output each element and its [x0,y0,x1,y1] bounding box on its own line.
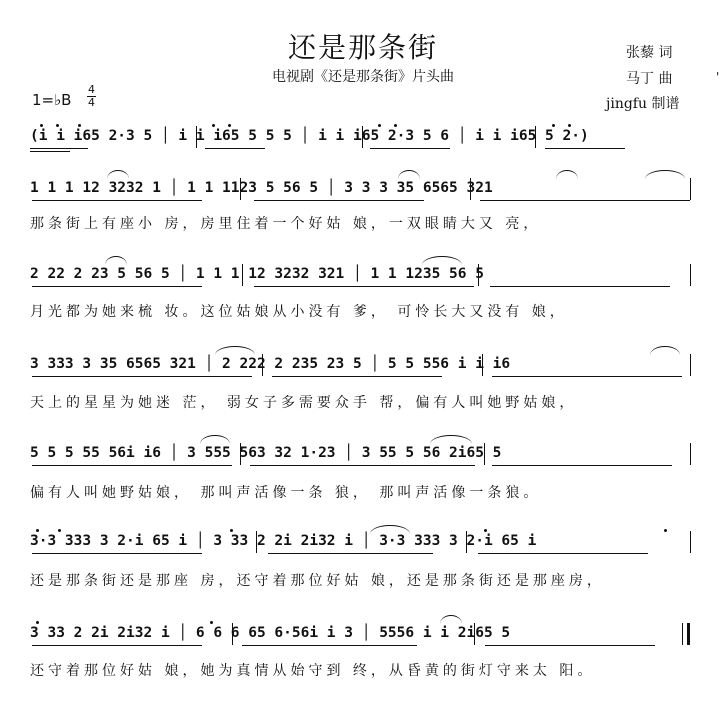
beam-mark [254,286,474,287]
beam-mark [480,200,690,201]
song-subtitle: 电视剧《还是那条街》片头曲 [272,69,454,85]
beam-mark [268,553,433,554]
key-signature: 1=♭B [32,91,72,109]
barline [690,354,691,376]
notation-line-5: 5 5 5 55 56i i6 │ 3 555 563 32 1·23 │ 3 55 5 56 2i65 5 [30,445,502,461]
song-title: 还是那条街 [287,31,438,64]
barline [240,178,241,200]
beam-mark [205,148,265,149]
slur-mark [556,170,578,179]
barline [535,126,536,148]
lyric-line-4: 天上的星星为她迷 茫， 弱女子多需要众手 帮，偏有人叫她野姑娘， [30,395,578,411]
notation-line-4: 3 333 3 35 6565 321 │ 2 222 2 235 23 5 │ 5 5 556 i i i6 [30,356,511,372]
beam-mark [32,553,202,554]
barline [242,264,243,286]
barline [362,126,363,148]
barline [690,264,691,286]
octave-dot [36,621,39,624]
barline [474,623,475,645]
beam-mark [485,645,655,646]
beam-mark [545,148,625,149]
octave-dot [36,529,39,532]
lyric-line-6: 还是那条街还是那座 房，还守着那位好姑 娘，还是那条街还是那座房， [30,573,605,589]
octave-dot [212,124,215,127]
octave-dot [664,529,667,532]
beam-mark [30,151,70,152]
notation-line-6: 3·3 333 3 2·i 65 i │ 3 33 2 2i 2i32 i │ 3·3 333 3 2·i 65 i [30,533,537,549]
beam-mark [478,553,648,554]
notation-line-3: 2 22 2 23 5 56 5 │ 1 1 1 12 3232 321 │ 1 1 1235 56 5 [30,266,484,282]
maker-credit: jingfu 制谱 [606,96,680,112]
barline [196,126,197,148]
octave-dot [378,124,381,127]
slur-mark [200,435,230,444]
octave-dot [210,621,213,624]
beam-mark [492,376,682,377]
barline [690,531,691,553]
barline [240,443,241,465]
lyricist-credit: 张藜 词 [626,45,673,61]
beam-mark [32,286,202,287]
barline [484,443,485,465]
octave-dot [58,529,61,532]
slur-mark [107,170,129,179]
slur-mark [422,256,462,265]
composer-credit: 马丁 曲 [626,71,673,87]
time-numerator: 4 [88,83,95,96]
barline [466,531,467,553]
edge-mark: ' [716,70,720,84]
beam-mark [492,465,672,466]
slur-mark [215,346,255,355]
lyric-line-2: 那条街上有座小 房，房里住着一个好姑 娘，一双眼睛大又 亮， [30,216,542,232]
barline [232,623,233,645]
octave-dot [394,124,397,127]
lyric-line-7: 还守着那位好姑 娘，她为真情从始守到 终，从昏黄的街灯守来太 阳。 [30,663,596,679]
octave-dot [568,124,571,127]
notation-line-2: 1 1 1 12 3232 1 │ 1 1 1123 5 56 5 │ 3 3 3 35 6565 321 [30,180,493,196]
final-barline [682,623,690,645]
barline [478,264,479,286]
slur-mark [105,256,127,265]
barline [690,178,691,200]
beam-mark [32,376,252,377]
beam-mark [32,465,232,466]
beam-mark [490,286,670,287]
time-denominator: 4 [88,96,95,109]
notation-line-7: 3 33 2 2i 2i32 i │ 6 6 6 65 6·56i i 3 │ 5556 i i 2i65 5 [30,625,511,641]
slur-mark [398,170,420,179]
notation-line-1: (i i i65 2·3 5 │ i i i65 5 5 5 │ i i i65 2·3 5 6 │ i i i65 5 2·) [30,128,589,144]
beam-mark [242,645,417,646]
time-signature [87,84,96,109]
beam-mark [272,376,442,377]
slur-mark [370,525,410,534]
octave-dot [230,529,233,532]
slur-mark [430,435,472,444]
lyric-line-3: 月光都为她来梳 妆。这位姑娘从小没有 爹， 可怜长大又没有 娘， [30,304,568,320]
barline [482,354,483,376]
octave-dot [56,124,59,127]
slur-mark [645,170,685,179]
beam-mark [250,465,475,466]
slur-mark [440,615,462,624]
lyric-line-5: 偏有人叫她野姑娘， 那叫声活像一条 狼， 那叫声活像一条狼。 [30,485,542,501]
barline [470,178,471,200]
octave-dot [552,124,555,127]
beam-mark [254,200,424,201]
barline [256,531,257,553]
beam-mark [30,148,88,149]
beam-mark [32,200,202,201]
octave-dot [228,124,231,127]
octave-dot [40,124,43,127]
beam-mark [32,645,202,646]
barline [690,443,691,465]
octave-dot [78,124,81,127]
barline [262,354,263,376]
beam-mark [370,148,450,149]
octave-dot [484,529,487,532]
slur-mark [650,346,680,355]
